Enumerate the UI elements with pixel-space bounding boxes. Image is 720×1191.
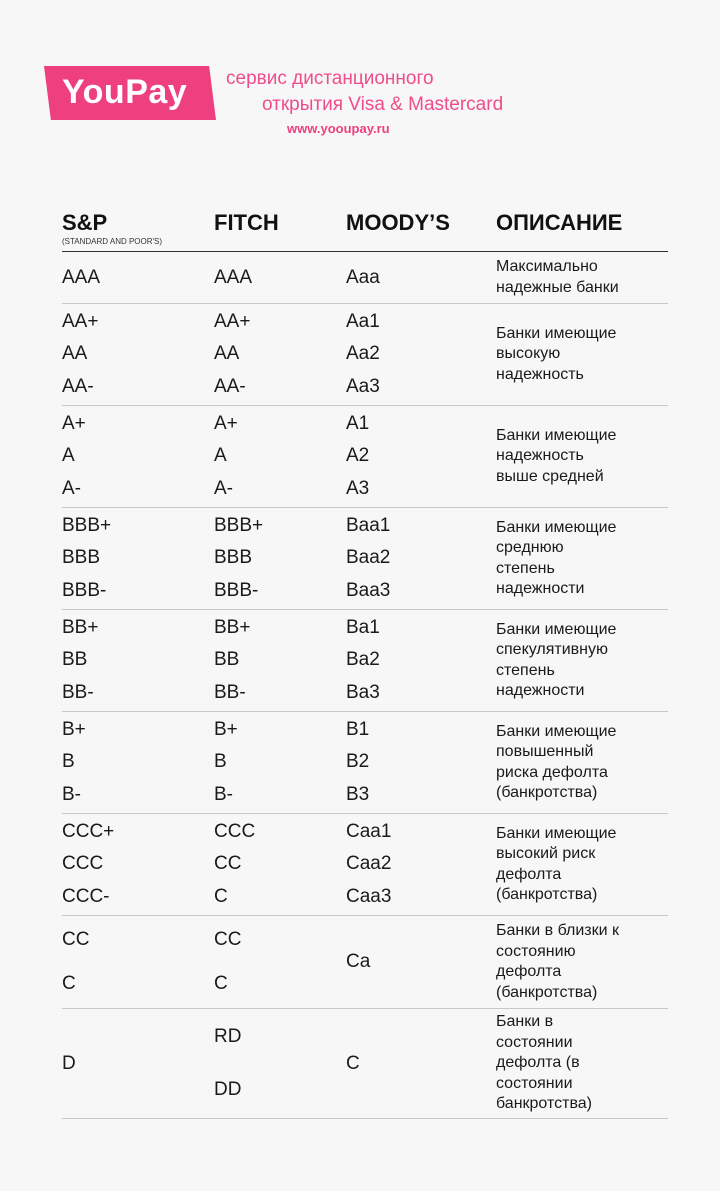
moodys-rating: Aa1: [346, 311, 380, 333]
table-row-group: [62, 508, 668, 610]
fitch-rating: CCC: [214, 821, 256, 843]
fitch-rating-column: [214, 916, 344, 1008]
sp-rating: AA+: [62, 311, 99, 333]
description-column: [496, 610, 666, 711]
sp-rating: B-: [62, 783, 81, 805]
sp-rating-column: [62, 406, 212, 507]
description-column: [496, 814, 666, 915]
description-line: дефолта (в: [496, 1054, 580, 1072]
table-row-group: [62, 814, 668, 916]
description-column: [496, 304, 666, 405]
sp-rating-column: [62, 304, 212, 405]
moodys-rating: Aa3: [346, 375, 380, 397]
description-line: дефолта: [496, 963, 562, 980]
sp-rating: B: [62, 751, 75, 773]
sp-rating: CCC: [62, 853, 104, 875]
moodys-rating-column: [346, 508, 494, 609]
fitch-rating: BB+: [214, 617, 251, 639]
moodys-rating: A2: [346, 445, 370, 467]
fitch-rating: RD: [214, 1026, 242, 1048]
header-sp-subtitle: (STANDARD AND POOR'S): [62, 237, 163, 246]
sp-rating-column: [62, 508, 212, 609]
fitch-rating-column: [214, 814, 344, 915]
tagline-line-2: открытия Visa & Mastercard: [262, 94, 504, 115]
fitch-rating: B-: [214, 783, 233, 805]
fitch-rating: CC: [214, 853, 242, 875]
description-line: состоянии: [496, 1074, 573, 1092]
sp-rating: CCC-: [62, 885, 110, 907]
moodys-rating: Caa3: [346, 885, 392, 907]
sp-rating-column: [62, 712, 212, 813]
moodys-rating: Ca: [346, 951, 371, 972]
fitch-rating: BBB: [214, 547, 253, 569]
moodys-rating: Ba3: [346, 681, 380, 703]
description-line: банкротства): [496, 1095, 592, 1113]
description-line: выше средней: [496, 467, 604, 485]
moodys-rating: Ba1: [346, 617, 380, 639]
moodys-rating: Baa3: [346, 579, 391, 601]
sp-rating: CCC+: [62, 821, 115, 843]
fitch-rating-column: [214, 304, 344, 405]
description-line: надежность: [496, 365, 584, 383]
description-line: Банки в: [496, 1013, 554, 1031]
moodys-rating: A3: [346, 477, 370, 499]
sp-rating: A+: [62, 413, 86, 435]
sp-rating: A: [62, 445, 75, 467]
moodys-rating: A1: [346, 413, 370, 435]
header-description: ОПИСАНИЕ: [496, 210, 623, 235]
sp-rating: A-: [62, 477, 81, 499]
sp-rating-column: [62, 1009, 212, 1118]
table-row-group: [62, 916, 668, 1009]
moodys-rating: Aaa: [346, 266, 380, 288]
moodys-rating-column: [346, 252, 494, 303]
moodys-rating-column: [346, 1009, 494, 1118]
table-body: [62, 252, 668, 1119]
description-line: Максимально: [496, 258, 598, 275]
sp-rating: CC: [62, 929, 90, 950]
description-line: Банки имеющие: [496, 620, 617, 638]
fitch-rating-column: [214, 610, 344, 711]
sp-rating: BBB: [62, 547, 101, 569]
sp-rating-column: [62, 916, 212, 1008]
sp-rating: B+: [62, 719, 86, 741]
fitch-rating-column: [214, 712, 344, 813]
description-line: высокий риск: [496, 845, 596, 862]
moodys-rating-column: [346, 712, 494, 813]
table-row-group: [62, 406, 668, 508]
description-line: надежность: [496, 447, 584, 465]
moodys-rating-column: [346, 814, 494, 915]
fitch-rating: BBB-: [214, 579, 259, 601]
fitch-rating: BB: [214, 649, 240, 671]
description-line: надежности: [496, 580, 585, 597]
description-column: [496, 406, 666, 507]
moodys-rating: Caa2: [346, 853, 392, 875]
fitch-rating-column: [214, 1009, 344, 1118]
moodys-rating-column: [346, 610, 494, 711]
moodys-rating: B3: [346, 783, 370, 805]
moodys-rating-column: [346, 304, 494, 405]
header-sp: S&P: [62, 210, 108, 235]
fitch-rating-column: [214, 252, 344, 303]
sp-rating: BBB+: [62, 515, 112, 537]
fitch-rating: AA+: [214, 311, 251, 333]
fitch-rating: BBB+: [214, 515, 264, 537]
table-row-group: [62, 252, 668, 304]
description-column: [496, 1009, 666, 1118]
description-line: Банки имеющие: [496, 824, 617, 842]
sp-rating: BBB-: [62, 579, 107, 601]
description-line: степень: [496, 661, 555, 679]
description-line: Банки имеющие: [496, 518, 617, 536]
description-line: Банки имеющие: [496, 426, 617, 444]
moodys-rating-column: [346, 406, 494, 507]
fitch-rating: A: [214, 445, 227, 467]
sp-rating: C: [62, 973, 76, 994]
moodys-rating: Aa2: [346, 343, 380, 365]
moodys-rating: Baa1: [346, 515, 391, 537]
description-line: (банкротства): [496, 784, 598, 801]
fitch-rating: B: [214, 751, 227, 773]
sp-rating: AAA: [62, 266, 101, 288]
sp-rating: BB-: [62, 681, 94, 703]
fitch-rating-column: [214, 406, 344, 507]
moodys-rating: B1: [346, 719, 370, 741]
fitch-rating: A+: [214, 413, 238, 435]
description-line: (банкротства): [496, 983, 598, 1001]
description-column: [496, 252, 666, 303]
moodys-rating: B2: [346, 751, 370, 773]
description-line: степень: [496, 559, 555, 577]
fitch-rating: CC: [214, 929, 242, 950]
description-line: повышенный: [496, 743, 594, 760]
table-header: [62, 200, 668, 252]
tagline-line-1: сервис дистанционного: [226, 68, 434, 89]
description-line: риска дефолта: [496, 763, 608, 781]
table-row-group: [62, 610, 668, 712]
description-line: Банки имеющие: [496, 324, 617, 342]
description-line: спекулятивную: [496, 641, 608, 658]
fitch-rating: AA: [214, 343, 240, 365]
header-fitch: FITCH: [214, 210, 279, 235]
description-column: [496, 916, 666, 1008]
fitch-rating: DD: [214, 1078, 242, 1100]
description-column: [496, 508, 666, 609]
description-line: Банки имеющие: [496, 722, 617, 740]
table-row-group: [62, 1009, 668, 1119]
fitch-rating: C: [214, 885, 228, 907]
header-moodys: MOODY’S: [346, 210, 450, 235]
fitch-rating: AAA: [214, 266, 253, 288]
sp-rating: BB: [62, 649, 88, 671]
description-column: [496, 712, 666, 813]
sp-rating: BB+: [62, 617, 99, 639]
description-line: надежные банки: [496, 278, 619, 296]
sp-rating-column: [62, 610, 212, 711]
sp-rating-column: [62, 252, 212, 303]
sp-rating-column: [62, 814, 212, 915]
header: [0, 0, 720, 150]
fitch-rating: BB-: [214, 681, 246, 703]
description-line: состоянии: [496, 1033, 573, 1051]
description-line: надежности: [496, 682, 585, 699]
moodys-rating: Baa2: [346, 547, 391, 569]
description-line: высокую: [496, 345, 561, 363]
fitch-rating: A-: [214, 477, 233, 499]
sp-rating: AA: [62, 343, 88, 365]
description-line: состоянию: [496, 942, 576, 960]
rating-table: [62, 200, 668, 1119]
description-line: (банкротства): [496, 886, 598, 903]
fitch-rating: AA-: [214, 375, 246, 397]
sp-rating: AA-: [62, 375, 94, 397]
website-link[interactable]: www.yooupay.ru: [287, 121, 390, 136]
logo: YouPay: [62, 73, 188, 111]
table-row-group: [62, 304, 668, 406]
moodys-rating: Ba2: [346, 649, 380, 671]
sp-rating: D: [62, 1052, 76, 1074]
fitch-rating: B+: [214, 719, 238, 741]
description-line: среднюю: [496, 539, 564, 556]
description-line: Банки в близки к: [496, 922, 619, 939]
table-row-group: [62, 712, 668, 814]
fitch-rating-column: [214, 508, 344, 609]
moodys-rating-column: [346, 916, 494, 1008]
description-line: дефолта: [496, 865, 562, 883]
moodys-rating: Caa1: [346, 821, 392, 843]
moodys-rating: C: [346, 1052, 360, 1074]
fitch-rating: C: [214, 973, 228, 994]
